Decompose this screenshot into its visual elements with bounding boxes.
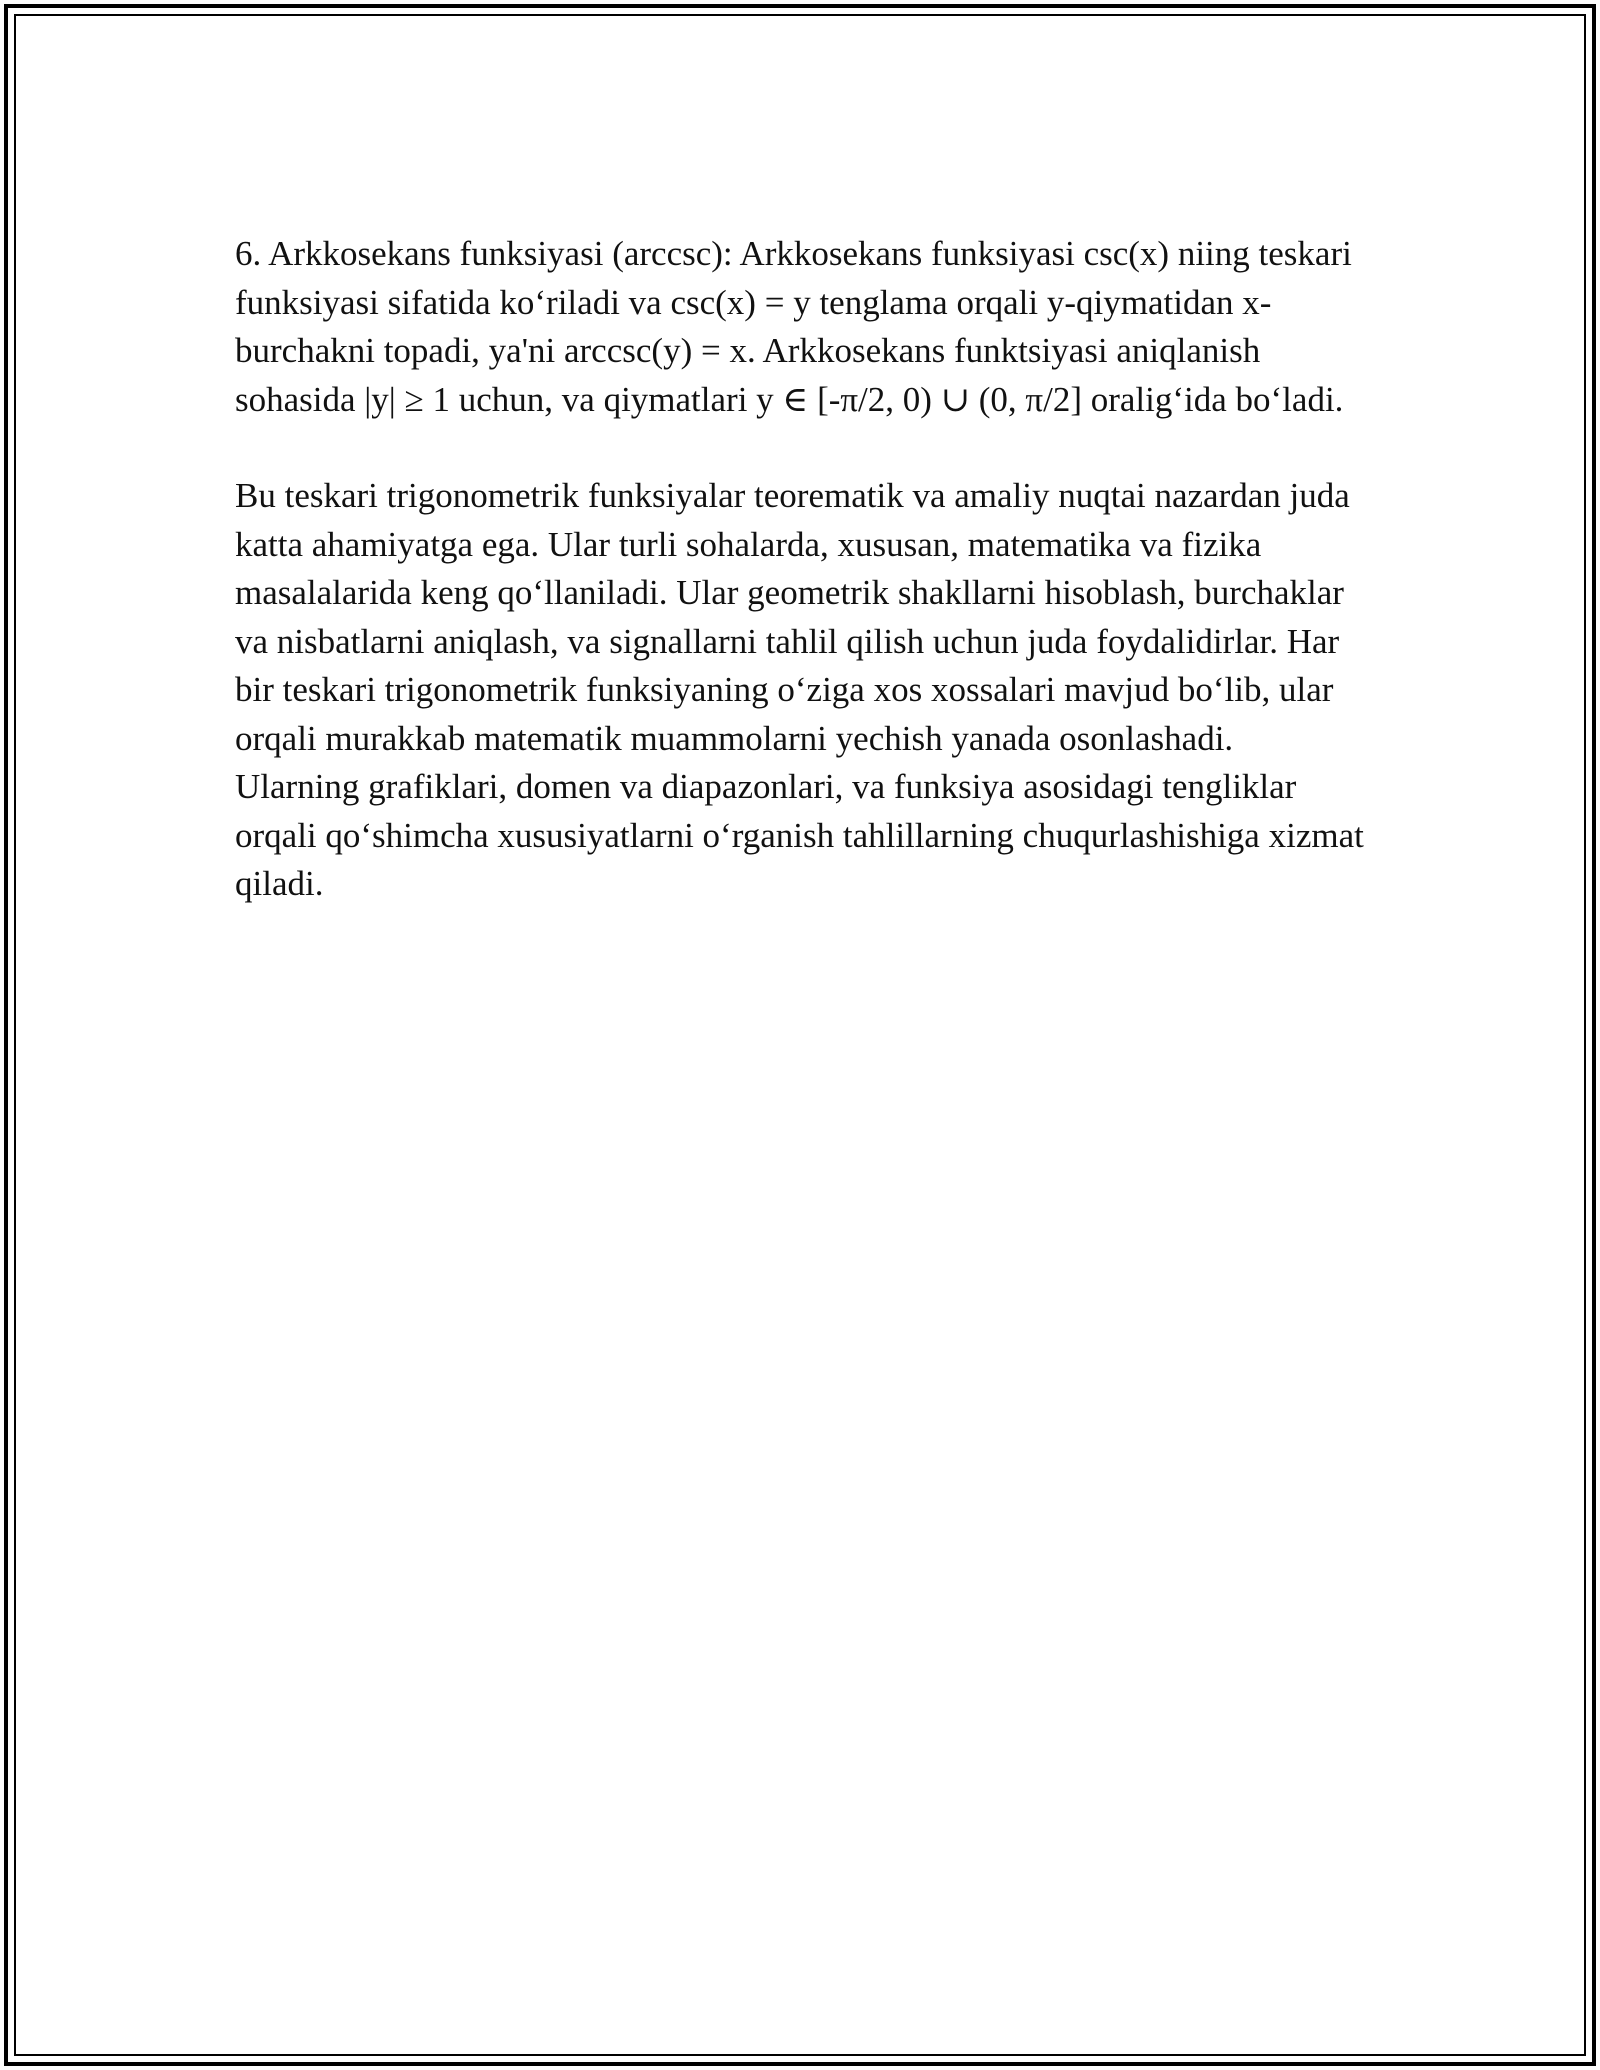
paragraph-arccsc: 6. Arkkosekans funksiyasi (arccsc): Arkkosekans funksiyasi csc(x) niing teskari funksiyasi sifatida ko‘riladi va csc(x) = y tenglama orqali y-qiymatidan x-burchakni topadi, ya'ni arccsc(y) = x. Arkkosekans funktsiyasi aniqlanish sohasida |y| ≥ 1 uchun, va qiymatlari y ∈ [-π/2, 0) ∪ (0, π/2] oralig‘ida bo‘ladi. (235, 234, 1352, 419)
document-body (235, 230, 1365, 957)
paragraph-summary: Bu teskari trigonometrik funksiyalar teorematik va amaliy nuqtai nazardan juda katta ahamiyatga ega. Ular turli sohalarda, xususan, matematika va fizika masalalarida keng qo‘llaniladi. Ular geometrik shakllarni hisoblash, burchaklar va nisbatlarni aniqlash, va signallarni tahlil qilish uchun juda foydalidirlar. Har bir teskari trigonometrik funksiyaning o‘ziga xos xossalari mavjud bo‘lib, ular orqali murakkab matematik muammolarni yechish yanada osonlashadi. Ularning grafiklari, domen va diapazonlari, va funksiya asosidagi tengliklar orqali qo‘shimcha xususiyatlarni o‘rganish tahlillarning chuqurlashishiga xizmat qiladi. (235, 476, 1364, 903)
